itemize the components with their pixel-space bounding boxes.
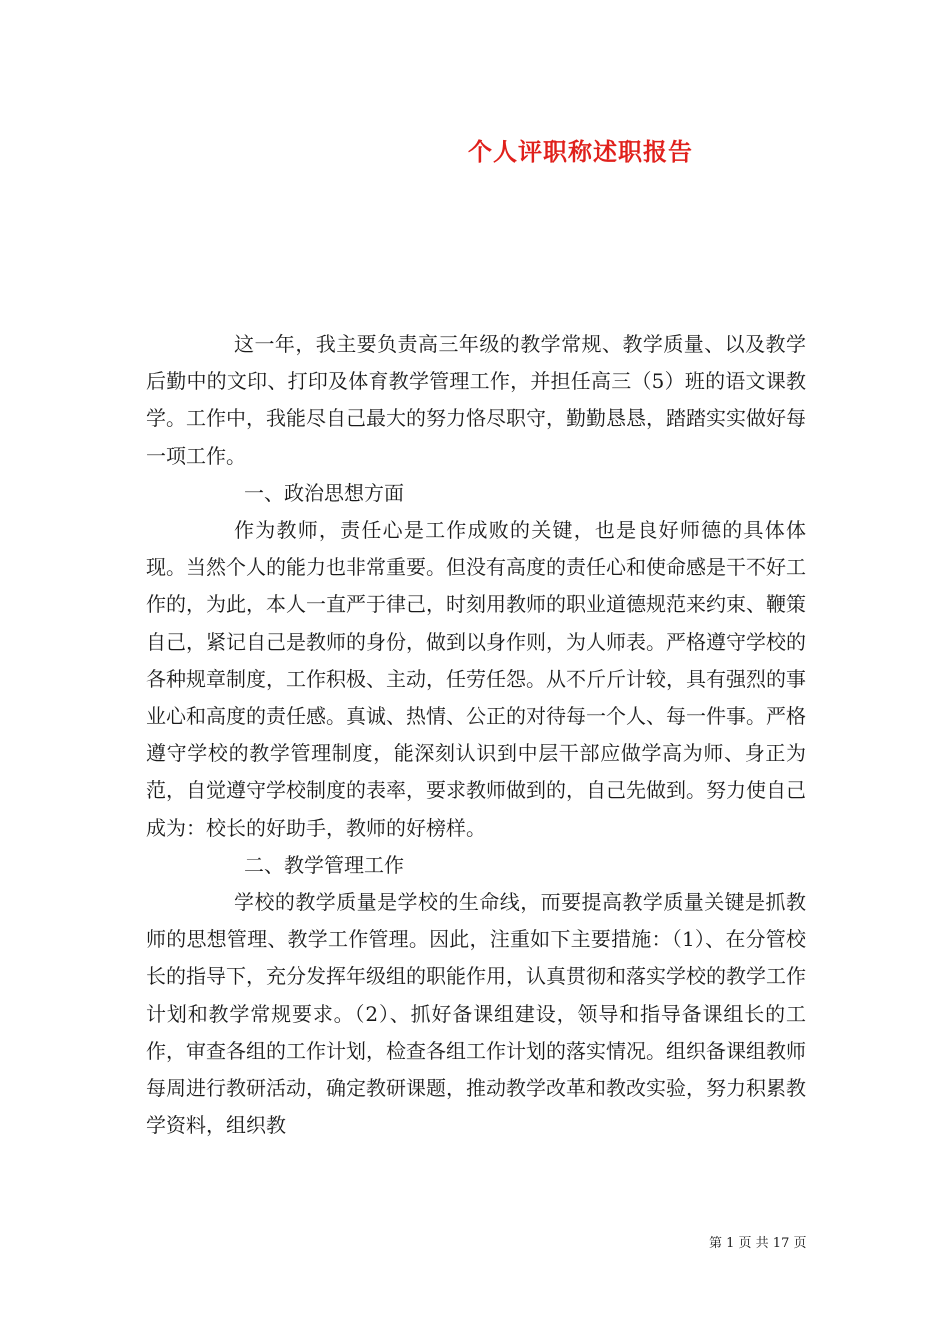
page-number-footer: 第 1 页 共 17 页 [709,1236,807,1251]
paragraph-intro: 这一年，我主要负责高三年级的教学常规、教学质量、以及教学后勤中的文印、打印及体育教学管理工作，并担任高三（5）班的语文课教学。工作中，我能尽自己最大的努力恪尽职守，勤勤恳恳，踏踏实实做好每一项工作。 [146,332,806,468]
paragraph-teaching: 学校的教学质量是学校的生命线，而要提高教学质量关键是抓教师的思想管理、教学工作管理。因此，注重如下主要措施：（1）、在分管校长的指导下，充分发挥年级组的职能作用，认真贯彻和落实学校的教学工作计划和教学常规要求。（2）、抓好备课组建设，领导和指导备课组长的工作，审查各组的工作计划，检查各组工作计划的落实情况。组织备课组教师每周进行教研活动，确定教研课题，推动教学改革和教改实验，努力积累教学资料，组织教 [146,890,806,1138]
document-body [146,326,806,1144]
section-heading-political: 一、政治思想方面 [244,480,404,505]
document-title: 个人评职称述职报告 [468,137,693,166]
section-heading-teaching: 二、教学管理工作 [244,852,404,877]
paragraph-political: 作为教师，责任心是工作成败的关键，也是良好师德的具体体现。当然个人的能力也非常重要。但没有高度的责任心和使命感是干不好工作的，为此，本人一直严于律己，时刻用教师的职业道德规范来约束、鞭策自己，紧记自己是教师的身份，做到以身作则，为人师表。严格遵守学校的各种规章制度，工作积极、主动，任劳任怨。从不斤斤计较，具有强烈的事业心和高度的责任感。真诚、热情、公正的对待每一个人、每一件事。严格遵守学校的教学管理制度，能深刻认识到中层干部应做学高为师、身正为范，自觉遵守学校制度的表率，要求教师做到的，自己先做到。努力使自己成为：校长的好助手，教师的好榜样。 [146,518,806,840]
